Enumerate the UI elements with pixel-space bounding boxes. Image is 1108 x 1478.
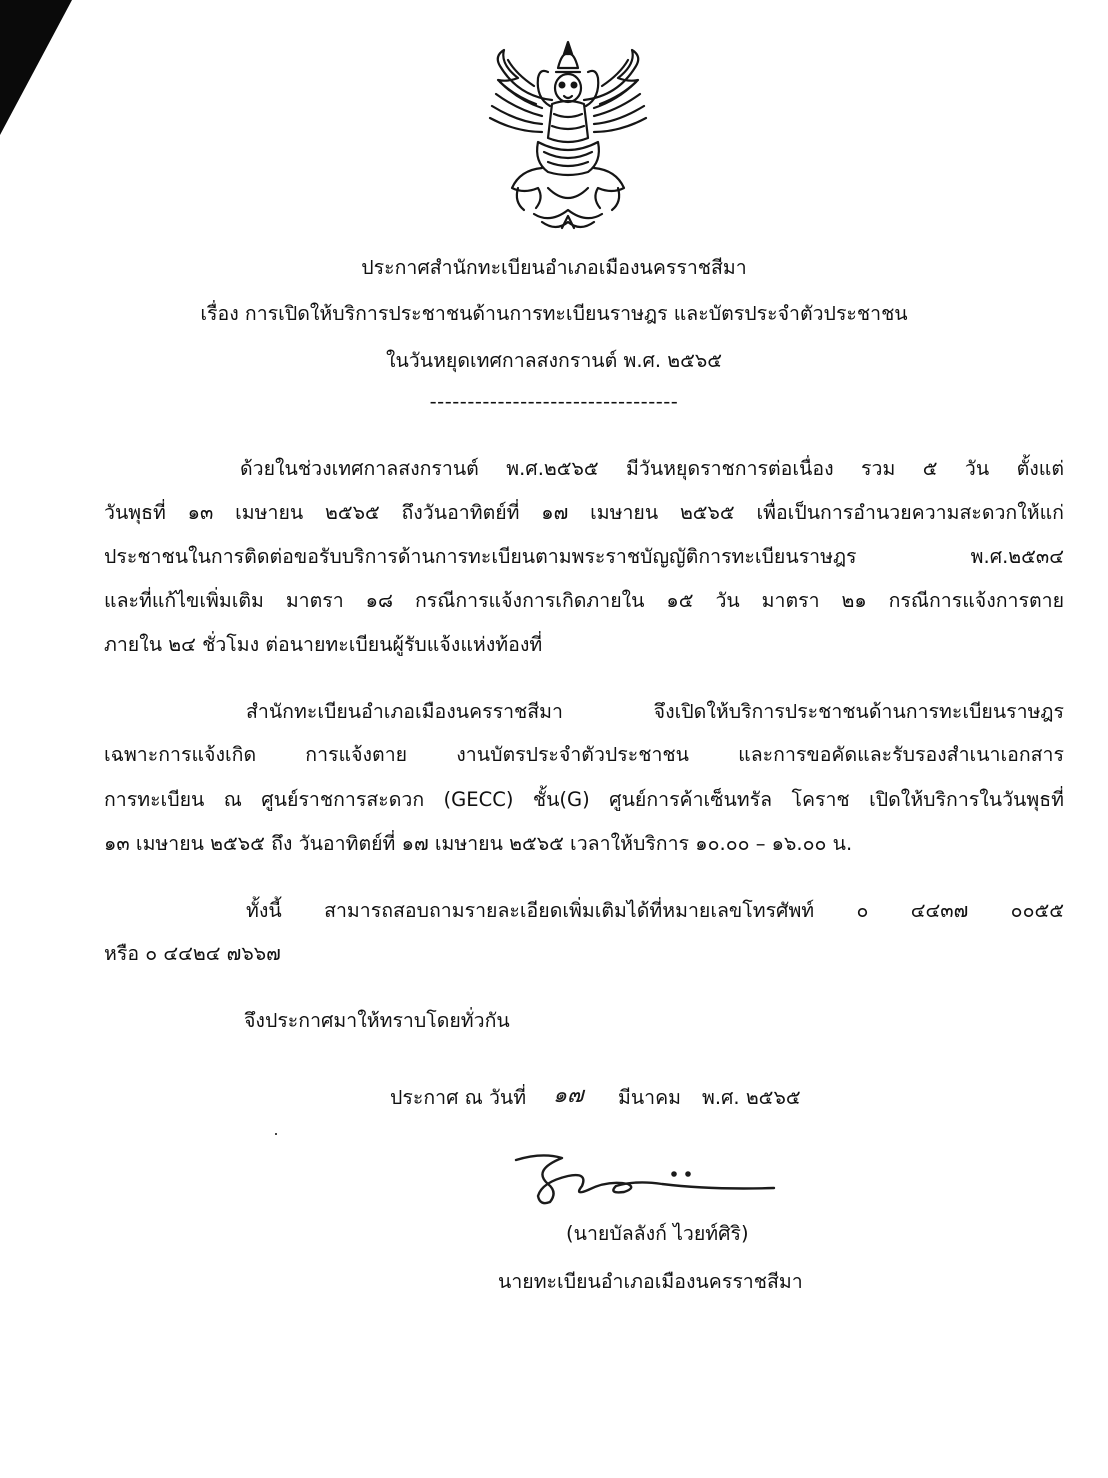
announcement-date-day: ๑๗ [553, 1083, 584, 1108]
paragraph-1-line-4: และที่แก้ไขเพิ่มเติม มาตรา ๑๘ กรณีการแจ้งการเกิดภายใน ๑๕ วัน มาตรา ๒๑ กรณีการแจ้งการตาย [104, 589, 1064, 612]
separator-rule: --------------------------------- [429, 390, 679, 413]
paragraph-1-line-5: ภายใน ๒๔ ชั่วโมง ต่อนายทะเบียนผู้รับแจ้งแห่งท้องที่ [104, 633, 543, 656]
announcement-subject: เรื่อง การเปิดให้บริการประชาชนด้านการทะเบียนราษฎร และบัตรประจำตัวประชาชน [200, 302, 908, 325]
handwritten-signature [512, 1150, 782, 1208]
paragraph-2-line-4: ๑๓ เมษายน ๒๕๖๕ ถึง วันอาทิตย์ที่ ๑๗ เมษายน ๒๕๖๕ เวลาให้บริการ ๑๐.๐๐ – ๑๖.๐๐ น. [104, 832, 853, 855]
signatory-name: (นายบัลลังก์ ไวยท์ศิริ) [566, 1222, 749, 1245]
paragraph-3-line-1: ทั้งนี้ สามารถสอบถามรายละเอียดเพิ่มเติมได้ที่หมายเลขโทรศัพท์ ๐ ๔๔๓๗ ๐๐๕๕ [246, 899, 1064, 922]
paragraph-1-line-1: ด้วยในช่วงเทศกาลสงกรานต์ พ.ศ.๒๕๖๕ มีวันหยุดราชการต่อเนื่อง รวม ๕ วัน ตั้งแต่ [240, 457, 1064, 480]
announcement-date-prefix: ประกาศ ณ วันที่ [390, 1086, 527, 1109]
paragraph-1-line-2: วันพุธที่ ๑๓ เมษายน ๒๕๖๕ ถึงวันอาทิตย์ที่ ๑๗ เมษายน ๒๕๖๕ เพื่อเป็นการอำนวยความสะดวกให้แก่ [104, 501, 1064, 524]
signatory-position: นายทะเบียนอำเภอเมืองนครราชสีมา [498, 1270, 803, 1293]
garuda-emblem [478, 38, 658, 233]
paragraph-1-line-3: ประชาชนในการติดต่อขอรับบริการด้านการทะเบียนตามพระราชบัญญัติการทะเบียนราษฎร พ.ศ.๒๕๓๔ [104, 545, 1064, 568]
paragraph-2-line-2: เฉพาะการแจ้งเกิด การแจ้งตาย งานบัตรประจำตัวประชาชน และการขอคัดและรับรองสำเนาเอกสาร [104, 743, 1064, 766]
paragraph-2-line-1: สำนักทะเบียนอำเภอเมืองนครราชสีมา จึงเปิดให้บริการประชาชนด้านการทะเบียนราษฎร [246, 700, 1064, 723]
announcement-subject-date: ในวันหยุดเทศกาลสงกรานต์ พ.ศ. ๒๕๖๕ [385, 349, 723, 372]
scan-speck [275, 1133, 277, 1135]
announcement-date-month: มีนาคม [618, 1086, 682, 1109]
paragraph-2-line-3: การทะเบียน ณ ศูนย์ราชการสะดวก (GECC) ชั้น(G) ศูนย์การค้าเซ็นทรัล โคราช เปิดให้บริการในวันพุธที่ [104, 788, 1064, 811]
announcement-date-year: พ.ศ. ๒๕๖๕ [702, 1086, 801, 1109]
closing-statement: จึงประกาศมาให้ทราบโดยทั่วกัน [244, 1009, 510, 1032]
announcement-title: ประกาศสำนักทะเบียนอำเภอเมืองนครราชสีมา [361, 256, 747, 279]
paragraph-3-line-2: หรือ ๐ ๔๔๒๔ ๗๖๖๗ [104, 942, 281, 965]
scan-edge-shadow [0, 0, 80, 140]
